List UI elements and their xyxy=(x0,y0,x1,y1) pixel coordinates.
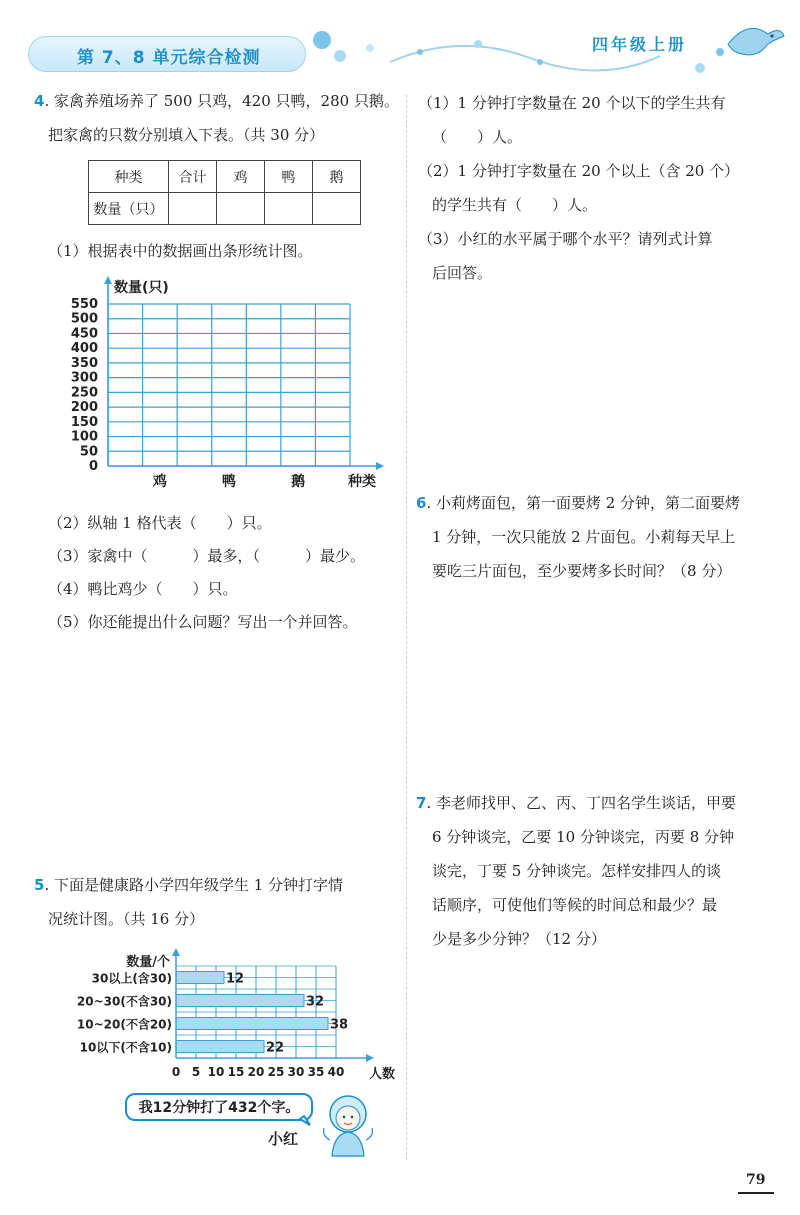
q4-sub3: （3）家禽中（ ）最多，（ ）最少。 xyxy=(48,547,366,565)
table-row-label: 数量（只） xyxy=(89,193,169,225)
column-divider xyxy=(406,95,407,1160)
x-tick-label: 25 xyxy=(267,1065,285,1079)
y-tick-label: 550 xyxy=(70,297,98,312)
table-answer-cell[interactable] xyxy=(217,193,265,225)
unit-title-banner xyxy=(28,36,306,72)
y-tick-label: 450 xyxy=(70,326,98,342)
poultry-table xyxy=(88,160,361,225)
q7-line5: 少是多少分钟？（12 分） xyxy=(432,930,606,948)
y-tick-label: 150 xyxy=(70,414,98,430)
bar-value-label: 22 xyxy=(266,1040,285,1056)
q7-number: 7 xyxy=(416,794,427,812)
x-tick-label: 20 xyxy=(247,1065,265,1079)
q4-line1: 4. 家禽养殖场养了 500 只鸡，420 只鸭，280 只鹅。 xyxy=(34,92,399,110)
bar-value-label: 32 xyxy=(306,994,325,1010)
x-axis-arrow xyxy=(366,1054,374,1062)
y-category-label: 20~30(不含30) xyxy=(76,994,172,1009)
table-answer-cell[interactable] xyxy=(265,193,313,225)
unit-title: 第 7、8 单元综合检测 xyxy=(77,48,261,68)
x-axis-title: 人数 xyxy=(368,1067,396,1082)
table-answer-cell[interactable] xyxy=(313,193,361,225)
q5-number: 5 xyxy=(34,876,45,894)
y-tick-label: 500 xyxy=(70,311,98,327)
y-axis-title: 数量(只) xyxy=(114,280,169,296)
q5-sub3a: （3）小红的水平属于哪个水平？请列式计算 xyxy=(418,230,713,248)
q4-sub1: （1）根据表中的数据画出条形统计图。 xyxy=(48,242,313,260)
y-axis-arrow xyxy=(104,276,112,284)
q5-line2: 况统计图。（共 16 分） xyxy=(48,910,205,928)
typing-bar-chart xyxy=(56,948,396,1090)
y-tick-label: 250 xyxy=(70,385,98,401)
q5-sub2b: 的学生共有（ ）人。 xyxy=(432,196,598,214)
q6-line3: 要吃三片面包，至少要烤多长时间？（8 分） xyxy=(432,562,732,580)
q4-sub4: （4）鸭比鸡少（ ）只。 xyxy=(48,580,238,598)
table-header-cell: 鸭 xyxy=(265,161,313,193)
table-row xyxy=(89,161,361,193)
x-tick-label: 15 xyxy=(227,1065,245,1079)
x-tick-label: 10 xyxy=(207,1065,225,1079)
student-name: 小红 xyxy=(268,1130,299,1148)
bar-value-label: 38 xyxy=(330,1017,349,1033)
q7-line3: 谈完，丁要 5 分钟谈完。怎样安排四人的谈 xyxy=(432,862,722,880)
y-category-label: 10~20(不含20) xyxy=(76,1017,172,1032)
x-axis-title: 种类 xyxy=(348,474,376,490)
bird-icon xyxy=(718,14,788,64)
x-tick-label: 35 xyxy=(307,1065,325,1079)
q5-sub1b: （ ）人。 xyxy=(432,128,523,146)
x-tick-label: 0 xyxy=(171,1065,181,1079)
x-tick-label: 30 xyxy=(287,1065,305,1079)
y-tick-label: 0 xyxy=(88,459,98,474)
page-number: 79 xyxy=(746,1172,766,1188)
y-tick-label: 350 xyxy=(70,355,98,371)
q6-line2: 1 分钟，一次只能放 2 片面包。小莉每天早上 xyxy=(432,528,736,546)
q5-sub3b: 后回答。 xyxy=(432,264,493,282)
q4-number: 4 xyxy=(34,92,45,110)
q7-line4: 话顺序，可使他们等候的时间总和最少？最 xyxy=(432,896,718,914)
table-header-cell: 种类 xyxy=(89,161,169,193)
y-tick-label: 200 xyxy=(70,400,98,416)
table-header-cell: 鸡 xyxy=(217,161,265,193)
table-header-cell: 鹅 xyxy=(313,161,361,193)
q7-line1: 7. 李老师找甲、乙、丙、丁四名学生谈话，甲要 xyxy=(416,794,736,812)
girl-avatar xyxy=(314,1092,384,1158)
grade-label: 四年级上册 xyxy=(592,35,688,54)
page-number-underline xyxy=(738,1192,774,1194)
q6-number: 6 xyxy=(416,494,427,512)
table-answer-cell[interactable] xyxy=(169,193,217,225)
speech-bubble xyxy=(124,1092,324,1126)
bar xyxy=(176,995,304,1007)
y-axis-arrow xyxy=(172,948,180,956)
bar xyxy=(176,972,224,984)
bar xyxy=(176,1041,264,1053)
bubble-decoration xyxy=(300,22,780,82)
x-axis-arrow xyxy=(376,462,384,470)
x-tick-label: 40 xyxy=(327,1065,345,1079)
poultry-bar-chart xyxy=(40,272,390,494)
y-category-label: 10以下(不含10) xyxy=(79,1040,172,1055)
q4-sub5: （5）你还能提出什么问题？写出一个并回答。 xyxy=(48,613,358,631)
table-header-cell: 合计 xyxy=(169,161,217,193)
q5-sub1a: （1）1 分钟打字数量在 20 个以下的学生共有 xyxy=(418,94,726,112)
x-category-label: 鸭 xyxy=(222,474,236,490)
q7-line2: 6 分钟谈完，乙要 10 分钟谈完，丙要 8 分钟 xyxy=(432,828,735,846)
q5-line1: 5. 下面是健康路小学四年级学生 1 分钟打字情 xyxy=(34,876,344,894)
x-tick-label: 5 xyxy=(191,1065,201,1079)
q4-sub2: （2）纵轴 1 格代表（ ）只。 xyxy=(48,514,272,532)
q6-line1: 6. 小莉烤面包，第一面要烤 2 分钟，第二面要烤 xyxy=(416,494,741,512)
y-category-label: 30以上(含30) xyxy=(91,971,172,986)
x-category-label: 鹅 xyxy=(291,474,306,490)
y-tick-label: 100 xyxy=(70,429,98,445)
y-tick-label: 400 xyxy=(70,341,98,357)
table-row xyxy=(89,193,361,225)
x-category-label: 鸡 xyxy=(152,474,167,490)
speech-text: 我12分钟打了432个字。 xyxy=(138,1100,300,1116)
bar xyxy=(176,1018,328,1030)
y-axis-title: 数量/个 xyxy=(126,955,170,970)
bar-value-label: 12 xyxy=(226,971,245,987)
y-tick-label: 300 xyxy=(70,370,98,386)
q4-line2: 把家禽的只数分别填入下表。（共 30 分） xyxy=(48,126,325,144)
y-tick-label: 50 xyxy=(79,444,98,460)
q5-sub2a: （2）1 分钟打字数量在 20 个以上（含 20 个） xyxy=(418,162,740,180)
